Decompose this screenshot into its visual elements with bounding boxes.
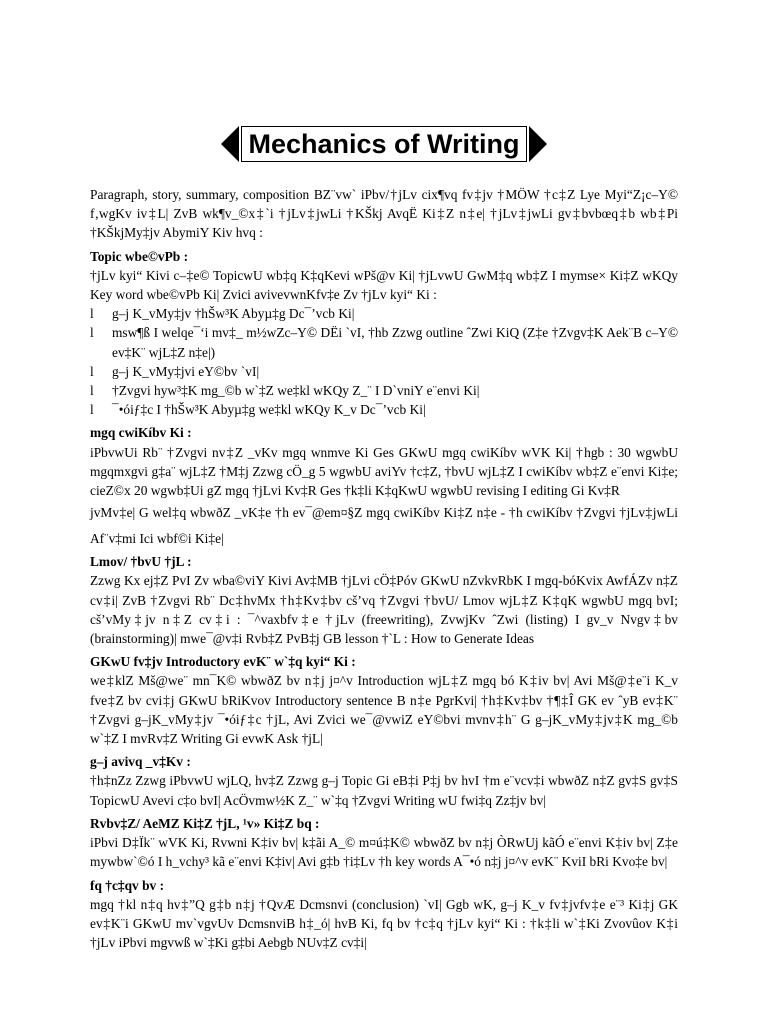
section-body-main-flow: †h‡nZz Zzwg iPbvwU wjLQ, hv‡Z Zzwg g–j Topic Gi eB‡i P‡j bv hvI †m e¨vcv‡i wbwðZ n‡Z gv‡S gv‡S TopicwU Avevi c‡o bvI| AcÖvmw½K Z_¨ w`‡q †Zvgvi Writing wU fwi‡q Zz‡jv bv|	[90, 773, 678, 808]
bullet-icon: l	[90, 306, 94, 322]
list-item: l msw¶ß I welqe¯‘i mv‡_ m½wZc–Y© DËi `vI, †hb Zzwg outline ˆZwi KiQ (Z‡e †Zvgv‡K Aek¨B c–Y© ev‡K¨ wjL‡Z n‡e|)	[90, 325, 678, 360]
bullet-icon: l	[90, 402, 94, 418]
section-body-time-plan-cont: jvMv‡e| G wel‡q wbwðZ _vK‡e †h ev¯@em¤§Z mgq cwiKíbv Ki‡Z n‡e - †h cwiKíbv †Zvgvi †jLv‡jwLi Af¨v‡mi Ici wbf©i Ki‡e|	[90, 505, 678, 547]
section-heading-draft-notes: Lmov/ †bvU †jL :	[90, 554, 192, 570]
bullet-icon: l	[90, 383, 94, 399]
list-item: l g–j K_vMy‡jv †hŠw³K Abyµ‡g Dc¯’vcb Ki|	[90, 304, 678, 323]
right-triangle-icon	[529, 126, 547, 162]
section-body-topic: †jLv kyi“ Kivi c–‡e© TopicwU wb‡q K‡qKevi wPš@v Ki| †jLvwU GwM‡q wb‡Z I mymse× Ki‡Z wKQy Key word wbe©vPb Ki| Zvici avivevwnKfv‡e Zv †jLv kyi“ Ki :	[90, 267, 678, 303]
section-heading-time-plan: mgq cwiKíbv Ki :	[90, 425, 192, 441]
section-body-introductory: we‡klZ Mš@we¨ mn¯K© wbwðZ bv n‡j j¤^v Introduction wjL‡Z mgq bó K‡iv bv| Avi Mš@‡e¨i K_v fve‡Z bv cvi‡j GKwU bRiKvov Introductory sentence B n‡e PgrKvi| †h‡Kv‡bv †¶‡Î GK ev ˆyB ev‡K¨ †Zvgvi g–jK_vMy‡jv ¯•óiƒ‡c †jL, Avi Zvici we¯@vwiZ eY©bvi mvnv‡h¨ G g–jK_vMy‡jv‡K mg_©b w`‡Z I mvRv‡Z Writing Gi evwK Ask †jL|	[90, 673, 678, 747]
section-body-no-fear: mgq †kl n‡q hv‡”Q g‡b n‡j †QvÆ Dcmsnvi (conclusion) `vI| Ggb wK, g–j K_v fv‡jvfv‡e e¨³ Ki‡j GK ev‡K¨i GKwU mv`vgvUv DcmsnviB h‡_ó| hvB Ki, fq bv †c‡q †jLv kyi“ Ki : †k‡li w`‡Ki Zvovûov K‡i †jLv iPbvi mgvwß w`‡Ki g‡bi Aebgb NUv‡Z cv‡i|	[90, 896, 678, 951]
document-body	[90, 185, 678, 952]
list-item: l ¯•óiƒ‡c I †hŠw³K Abyµ‡g we‡kl wKQy K_v Dc¯’vcb Ki|	[90, 400, 678, 419]
section-heading-introductory: GKwU fv‡jv Introductory evK¨ w`‡q kyi“ Ki :	[90, 654, 356, 670]
section-heading-no-fear: fq †c‡qv bv :	[90, 877, 165, 893]
bullet-icon: l	[90, 325, 94, 341]
section-heading-topic: Topic wbe©vPb :	[90, 248, 189, 264]
title-banner	[0, 126, 768, 162]
intro-paragraph: Paragraph, story, summary, composition BZ¨vw` iPbv/†jLv cix¶vq fv‡jv †MÖW †c‡Z Lye Myi“Z¡c–Y© f‚wgKv iv‡L| ZvB wk¶v_©x‡`i †jLv‡jwLi †KŠkj AvqË Ki‡Z n‡e| †jLv‡jwLi gv‡bvbœq‡b wb‡Pi †KŠkjMy‡jv AbymiY Kiv hvq :	[90, 187, 678, 241]
left-triangle-icon	[221, 126, 239, 162]
list-item: l †Zvgvi hyw³‡K mg_©b w`‡Z we‡kl wKQy Z_¨ I D`vniY e¨envi Ki|	[90, 381, 678, 400]
bullet-icon: l	[90, 363, 94, 379]
page-title: Mechanics of Writing	[241, 126, 526, 162]
section-heading-inform: Rvbv‡Z/ AeMZ Ki‡Z †jL, ¹v» Ki‡Z bq :	[90, 815, 320, 831]
section-body-inform: iPbvi D‡Ïk¨ wVK Ki, Rvwni K‡iv bv| k‡ãi A_© m¤ú‡K© wbwðZ bv n‡j ÒRwUj kãÓ e¨envi K‡iv bv| Z‡e mywbw`©ó I h_vchy³ kã e¨envi K‡iv| Avi g‡b †i‡Lv †h key words A¯•ó n‡j j¤^v evK¨ KviI bRi Kvo‡e bv|	[90, 835, 678, 870]
list-item: l g–j K_vMy‡jvi eY©bv `vI|	[90, 362, 678, 381]
topic-bullet-list	[90, 304, 678, 419]
section-body-time-plan: iPbvwUi Rb¨ †Zvgvi nv‡Z _vKv mgq wnmve Ki Ges GKwU mgq cwiKíbv wVK Ki| †hgb : 30 wgwbU mgqmxgvi g‡a¨ wjL‡Z †M‡j Zzwg cÖ_g 5 wgwbU aviYv †c‡Z, †bvU wjL‡Z I cwiKíbv wb‡Z e¨envi Ki‡e; cieZ©x 20 wgwb‡Ui gZ mgq †jLvi Kv‡R Ges †k‡li K‡qKwU wgwbU revising I editing Gi Kv‡R	[90, 444, 678, 499]
section-heading-main-flow: g–j avivq _v‡Kv :	[90, 754, 191, 770]
section-body-draft-notes: Zzwg Kx ej‡Z PvI Zv wba©viY Kivi Av‡MB †jLvi cÖ‡Póv GKwU nZvkvRbK I mgq-bóKvix AwfÁZv n‡Z cv‡i| ZvB †Zvgvi Rb¨ Dc‡hvMx †h‡Kv‡bv cš’vq †Zvgvi †bvU/ Lmov wjL‡Z K‡qK wgwbU mgq bvI; cš’vMy‡jv n‡Z cv‡i : ¯^vaxbfv‡e †jLv (freewriting), ZvwjKv ˆZwi (listing) I gv_v Nvgv‡bv (brainstorming)| mwe¯@v‡i Rvb‡Z PvB‡j GB lesson †`L : How to Generate Ideas	[90, 573, 678, 647]
